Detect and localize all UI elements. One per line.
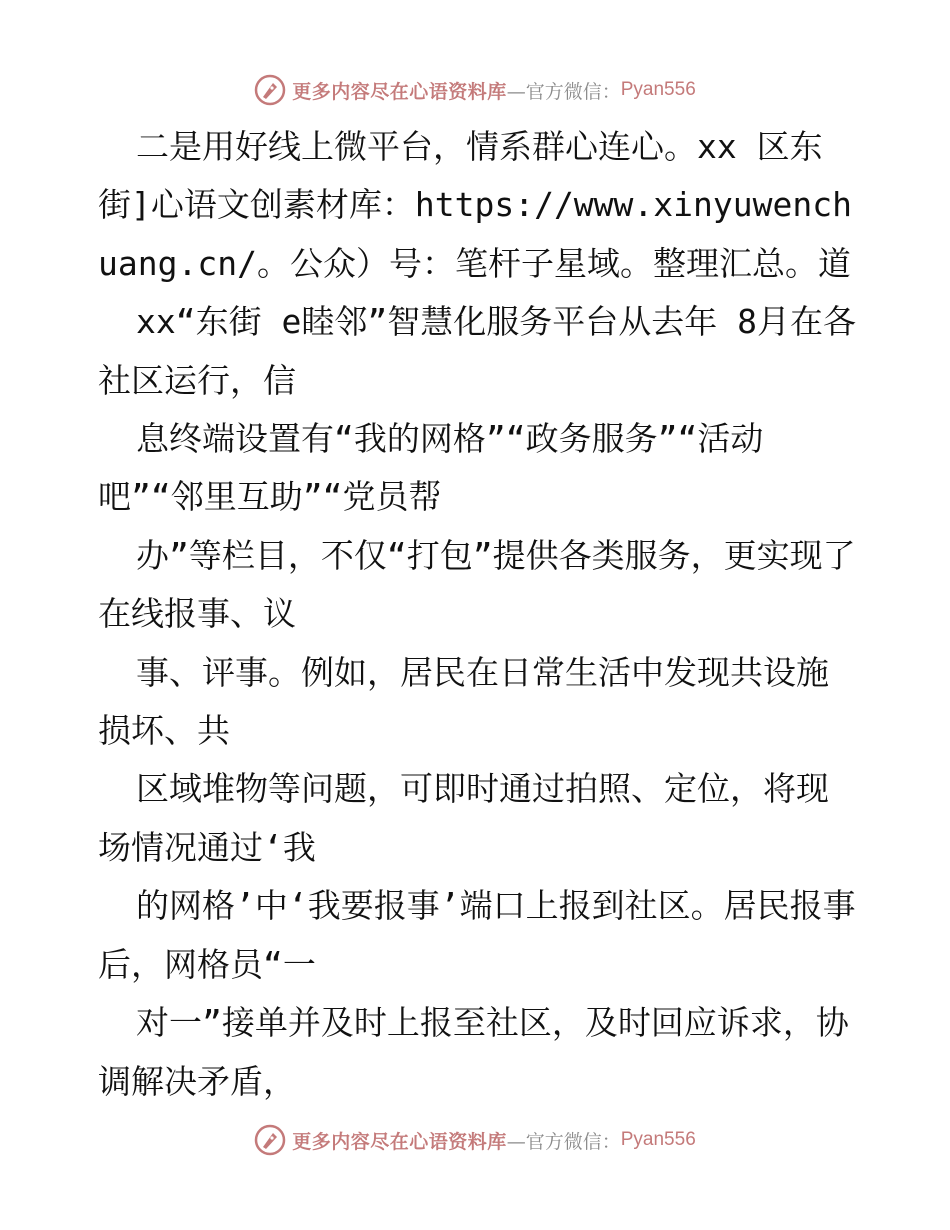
- banner-main-text: 更多内容尽在心语资料库: [292, 80, 507, 103]
- banner-wechat-id: Pyan556: [620, 1129, 696, 1150]
- paragraph: 二是用好线上微平台，情系群心连心。xx 区东街]心语文创素材库：https://www.xinyuwenchuang.cn/。公众）号：笔杆子星域。整理汇总。道: [98, 127, 852, 283]
- banner-sub-text: —官方微信：: [506, 80, 621, 103]
- paragraph: 区域堆物等问题，可即时通过拍照、定位，将现场情况通过‘我: [98, 769, 829, 867]
- footer-banner: [0, 1120, 950, 1160]
- banner-sub-text: —官方微信：: [506, 1130, 621, 1153]
- header-banner: [0, 70, 950, 110]
- paragraph: 办”等栏目，不仅“打包”提供各类服务，更实现了在线报事、议: [98, 535, 856, 634]
- paragraph: 对一”接单并及时上报至社区，及时回应诉求，协调解决矛盾，: [98, 1003, 849, 1101]
- pen-nib-logo-icon: [254, 74, 286, 106]
- paragraph: xx“东街 e睦邻”智慧化服务平台从去年 8月在各社区运行，信: [98, 302, 856, 400]
- paragraph: 息终端设置有“我的网格”“政务服务”“活动吧”“邻里互助”“党员帮: [98, 419, 764, 517]
- banner-main-text: 更多内容尽在心语资料库: [292, 1130, 507, 1153]
- document-body: [98, 118, 858, 1111]
- paragraph: 事、评事。例如，居民在日常生活中发现共设施损坏、共: [98, 652, 829, 751]
- banner-wechat-id: Pyan556: [620, 79, 696, 100]
- paragraph: 的网格’中‘我要报事’端口上报到社区。居民报事后，网格员“一: [98, 886, 856, 984]
- pen-nib-logo-icon: [254, 1124, 286, 1156]
